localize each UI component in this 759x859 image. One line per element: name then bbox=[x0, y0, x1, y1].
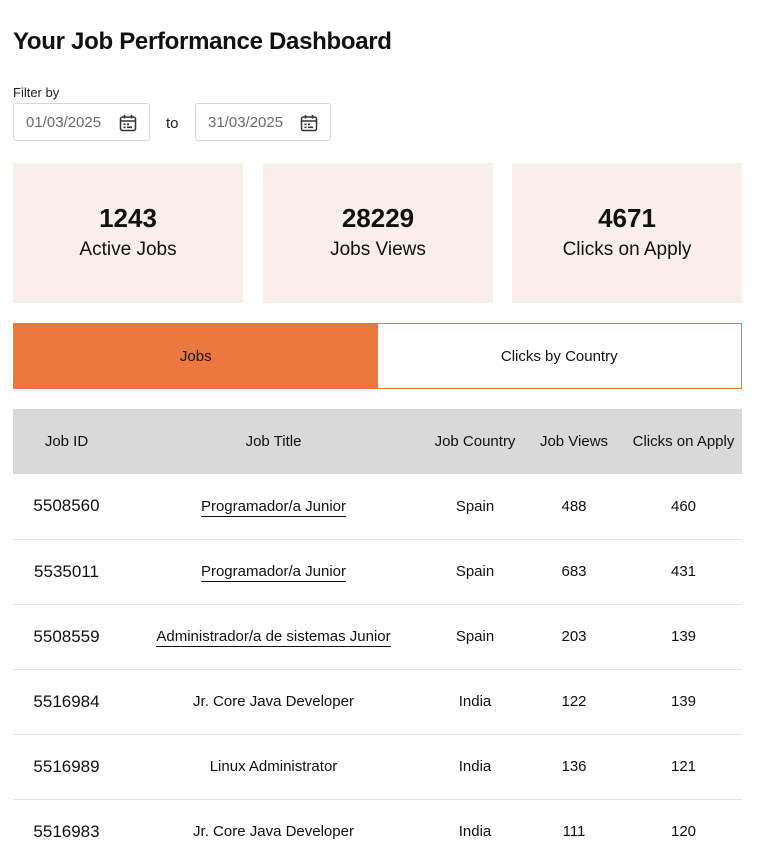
job-views-cell: 122 bbox=[523, 669, 625, 734]
date-to-input[interactable] bbox=[195, 103, 331, 141]
job-title-link[interactable]: Programador/a Junior bbox=[200, 563, 347, 580]
job-country-cell: Spain bbox=[427, 474, 523, 539]
job-country-cell: India bbox=[427, 734, 523, 799]
stat-card-jobs-views bbox=[263, 163, 493, 303]
job-title-cell bbox=[120, 474, 427, 539]
filter-label: Filter by bbox=[13, 85, 60, 100]
table-header-row bbox=[13, 409, 742, 474]
clicks-on-apply-cell: 431 bbox=[625, 539, 742, 604]
table-row bbox=[13, 734, 742, 799]
table-row bbox=[13, 669, 742, 734]
job-views-cell: 683 bbox=[523, 539, 625, 604]
date-range-separator: to bbox=[166, 115, 179, 132]
date-from-value: 01/03/2025 bbox=[26, 114, 102, 131]
job-id-cell: 5508559 bbox=[13, 604, 120, 669]
page-title: Your Job Performance Dashboard bbox=[13, 28, 392, 55]
table-row bbox=[13, 799, 742, 859]
calendar-icon[interactable] bbox=[119, 114, 137, 132]
job-views-cell: 203 bbox=[523, 604, 625, 669]
job-title-cell bbox=[120, 539, 427, 604]
date-from-input[interactable] bbox=[13, 103, 150, 141]
job-id-cell: 5516983 bbox=[13, 799, 120, 859]
stat-value: 1243 bbox=[99, 203, 157, 233]
column-header-job-country[interactable]: Job Country bbox=[427, 409, 523, 474]
job-title-link[interactable]: Programador/a Junior bbox=[200, 497, 347, 515]
tab-jobs[interactable]: Jobs bbox=[14, 324, 378, 388]
job-title-cell bbox=[120, 604, 427, 669]
stat-label: Jobs Views bbox=[330, 239, 426, 260]
job-views-cell: 111 bbox=[523, 799, 625, 859]
stat-value: 4671 bbox=[598, 203, 656, 233]
job-title-link[interactable]: Administrador/a de sistemas Junior bbox=[156, 628, 391, 645]
job-title-cell: Jr. Core Java Developer bbox=[120, 669, 427, 734]
clicks-on-apply-cell: 121 bbox=[625, 734, 742, 799]
stat-value: 28229 bbox=[341, 203, 415, 233]
job-views-cell: 488 bbox=[523, 474, 625, 539]
clicks-on-apply-cell: 139 bbox=[625, 669, 742, 734]
job-country-cell: Spain bbox=[427, 539, 523, 604]
stat-label: Active Jobs bbox=[79, 239, 177, 260]
job-id-cell: 5535011 bbox=[13, 539, 120, 604]
stat-card-clicks-on-apply bbox=[512, 163, 742, 303]
calendar-icon[interactable] bbox=[300, 114, 318, 132]
job-id-cell: 5516984 bbox=[13, 669, 120, 734]
column-header-job-id[interactable]: Job ID bbox=[13, 409, 120, 474]
stat-label: Clicks on Apply bbox=[562, 239, 692, 260]
column-header-job-views[interactable]: Job Views bbox=[523, 409, 625, 474]
clicks-on-apply-cell: 120 bbox=[625, 799, 742, 859]
job-id-cell: 5508560 bbox=[13, 474, 120, 539]
table-row bbox=[13, 474, 742, 539]
view-tabs bbox=[13, 323, 742, 389]
job-title-cell: Linux Administrator bbox=[120, 734, 427, 799]
tab-clicks-by-country[interactable]: Clicks by Country bbox=[500, 347, 618, 365]
column-header-job-title[interactable]: Job Title bbox=[120, 409, 427, 474]
table-row bbox=[13, 604, 742, 669]
column-header-clicks-on-apply[interactable]: Clicks on Apply bbox=[625, 409, 742, 474]
clicks-on-apply-cell: 460 bbox=[625, 474, 742, 539]
date-to-value: 31/03/2025 bbox=[208, 114, 284, 131]
job-title-cell: Jr. Core Java Developer bbox=[120, 799, 427, 859]
table-row bbox=[13, 539, 742, 604]
job-country-cell: India bbox=[427, 799, 523, 859]
stat-card-active-jobs bbox=[13, 163, 243, 303]
job-id-cell: 5516989 bbox=[13, 734, 120, 799]
job-country-cell: Spain bbox=[427, 604, 523, 669]
job-country-cell: India bbox=[427, 669, 523, 734]
clicks-on-apply-cell: 139 bbox=[625, 604, 742, 669]
jobs-table bbox=[13, 409, 742, 859]
job-views-cell: 136 bbox=[523, 734, 625, 799]
